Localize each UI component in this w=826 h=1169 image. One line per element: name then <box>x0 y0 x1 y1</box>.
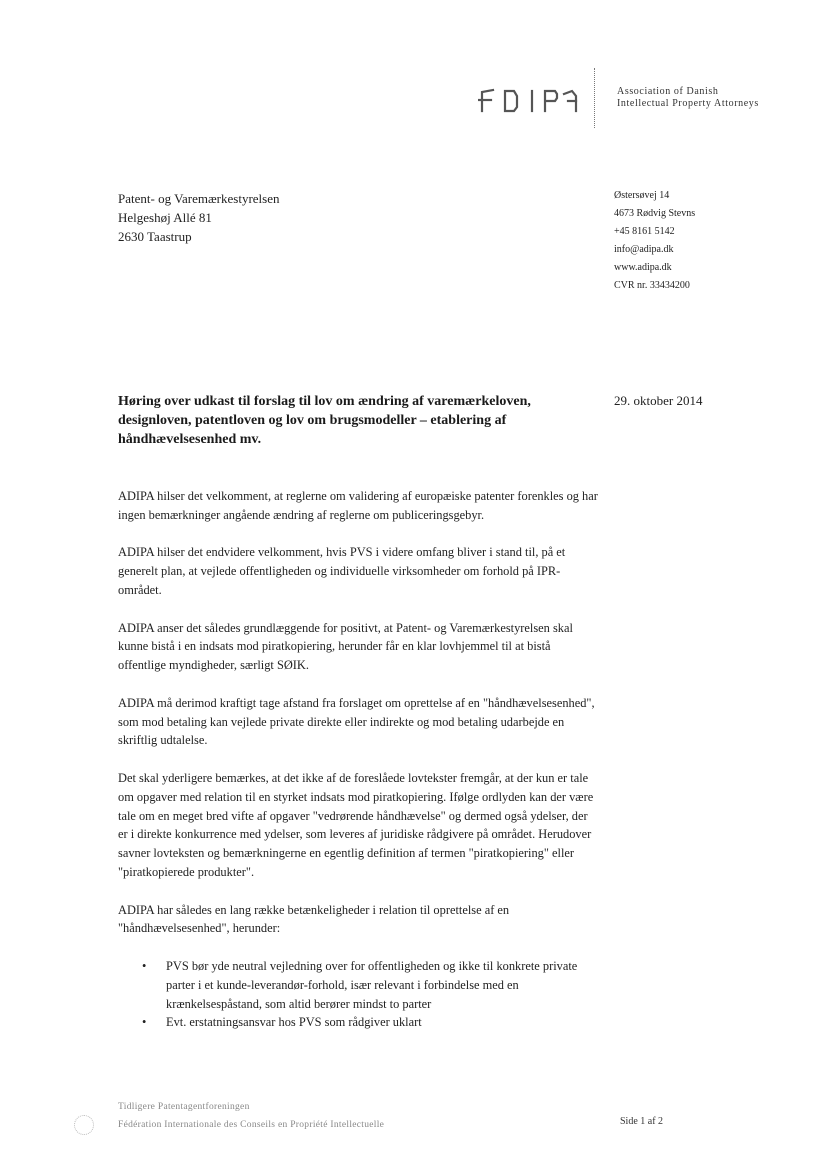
list-item: • PVS bør yde neutral vejledning over for offentligheden og ikke til konkrete private parter i et kunde-leverandør-forhold, især relevant i forbindelse med en krænkelsespåstand, som altid berører mindst to parter <box>118 957 598 1013</box>
sender-email: info@adipa.dk <box>614 244 674 255</box>
sender-website: www.adipa.dk <box>614 262 672 273</box>
association-line-2: Intellectual Property Attorneys <box>617 98 759 109</box>
sender-city: 4673 Rødvig Stevns <box>614 208 696 219</box>
page-number: Side 1 af 2 <box>620 1116 664 1127</box>
recipient-city: 2630 Taastrup <box>118 229 192 244</box>
paragraph: ADIPA må derimod kraftigt tage afstand fra forslaget om oprettelse af en "håndhævelsesenhed", som mod betaling kan vejlede private direkte eller indirekte og mod betaling udarbejde en skriftlig udtalelse. <box>118 695 595 748</box>
association-name <box>617 86 759 110</box>
recipient-address <box>118 189 280 246</box>
paragraph: ADIPA hilser det velkomment, at reglerne om validering af europæiske patenter forenkles og har ingen bemærkninger angående ændring af reglerne om publiceringsgebyr. <box>118 489 598 522</box>
letter-body <box>118 487 598 1032</box>
sender-street: Østersøvej 14 <box>614 190 670 201</box>
footer-federation: Fédération Internationale des Conseils en Propriété Intellectuelle <box>118 1120 385 1130</box>
footer <box>118 1098 384 1134</box>
concerns-list <box>118 957 598 1032</box>
logo-divider <box>594 68 595 128</box>
sender-cvr: CVR nr. 33434200 <box>614 280 690 291</box>
adipa-logo <box>478 80 578 114</box>
sender-contact <box>614 187 695 295</box>
paragraph: Det skal yderligere bemærkes, at det ikke af de foreslåede lovtekster fremgår, at der kun er tale om opgaver med relation til en styrket indsats mod piratkopiering. Ifølge ordlyden kan der være tale om en meget bred vifte af opgaver "vedrørende håndhævelse" og dermed også ydelser, der er i direkte konkurrence med ydelser, som leveres af juridiske rådgivere på området. Herudover savner lovteksten og bemærkningerne en egentlig definition af termen "piratkopiering" eller "piratkopierede produkter". <box>118 770 594 879</box>
recipient-name: Patent- og Varemærkestyrelsen <box>118 191 280 206</box>
paragraph: ADIPA anser det således grundlæggende for positivt, at Patent- og Varemærkestyrelsen skal kunne bistå i en indsats mod piratkopiering, herunder får en klar lovhjemmel til at bistå offentlige myndigheder, særligt SØIK. <box>118 620 573 673</box>
list-item: • Evt. erstatningsansvar hos PVS som rådgiver uklart <box>118 1013 598 1032</box>
sender-phone: +45 8161 5142 <box>614 226 675 237</box>
letter-subject: Høring over udkast til forslag til lov om ændring af varemærkeloven, designloven, patentloven og lov om brugsmodeller – etablering af håndhævelsesenhed mv. <box>118 394 531 447</box>
recipient-street: Helgeshøj Allé 81 <box>118 210 212 225</box>
footer-former-name: Tidligere Patentagentforeningen <box>118 1102 250 1112</box>
paragraph: ADIPA har således en lang række betænkeligheder i relation til oprettelse af en "håndhævelsesenhed", herunder: <box>118 902 510 936</box>
paragraph: ADIPA hilser det endvidere velkomment, hvis PVS i videre omfang bliver i stand til, på et generelt plan, at vejlede offentligheden og individuelle virksomheder om forhold på IPR-området. <box>118 545 566 597</box>
footer-seal-icon <box>74 1115 94 1135</box>
association-line-1: Association of Danish <box>617 86 719 97</box>
letter-date: 29. oktober 2014 <box>614 393 703 408</box>
